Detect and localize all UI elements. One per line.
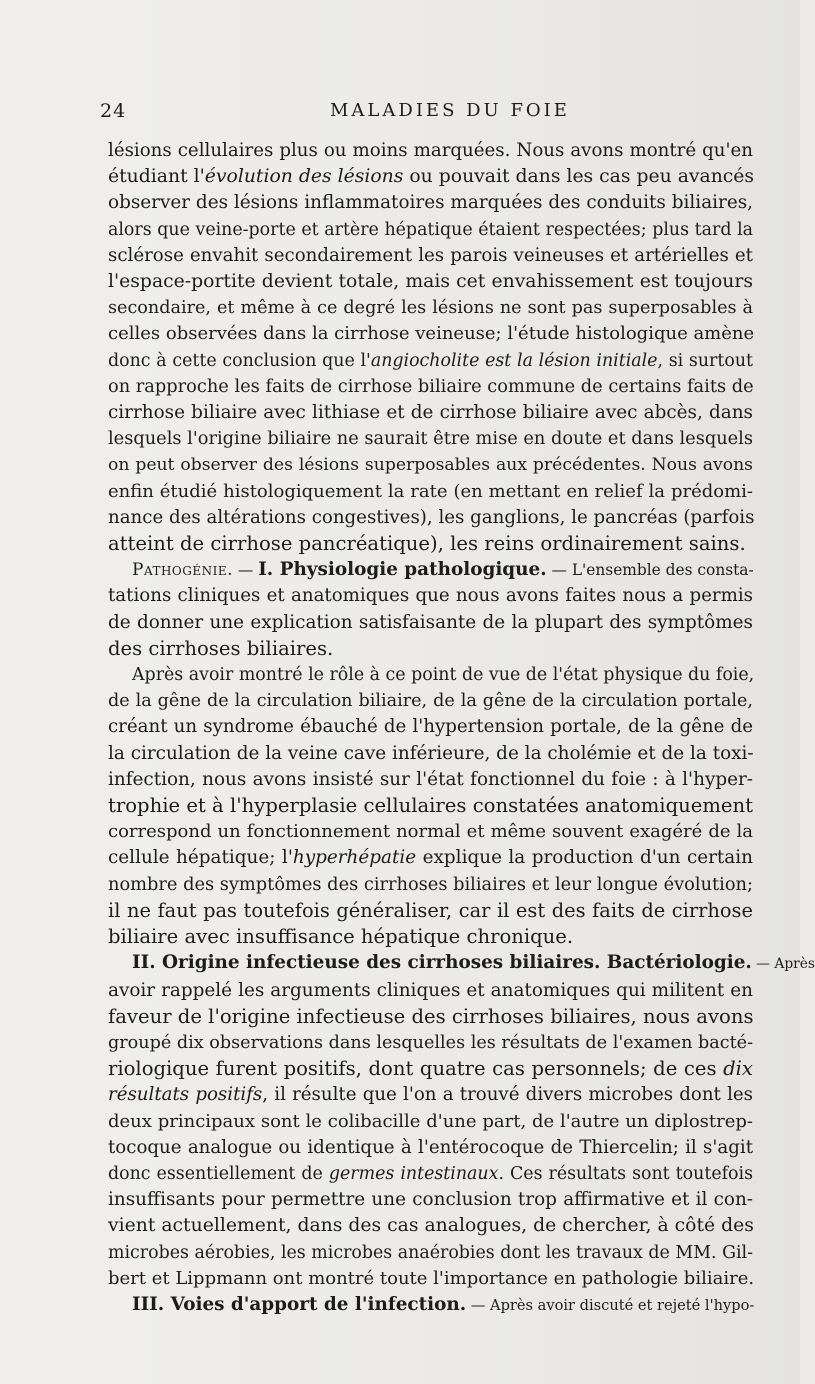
section-heading-line: III. Voies d'apport de l'infection. — Après avoir discuté et rejeté l'hypo- xyxy=(132,1293,755,1315)
text-line: biliaire avec insuffisance hépatique chronique. xyxy=(108,925,574,949)
running-title: MALADIES DU FOIE xyxy=(330,100,570,121)
text-line: étudiant l'évolution des lésions ou pouvait dans les cas peu avancés xyxy=(108,166,755,188)
text-line: lésions cellulaires plus ou moins marquées. Nous avons montré qu'en xyxy=(108,140,753,161)
text-line: nombre des symptômes des cirrhoses biliaires et leur longue évolution; xyxy=(108,873,754,895)
text-line: des cirrhoses biliaires. xyxy=(108,636,334,660)
section-heading-line: Pathogénie. — I. Physiologie pathologique. — L'ensemble des consta- xyxy=(132,559,754,581)
text-line: cirrhose biliaire avec lithiase et de cirrhose biliaire avec abcès, dans xyxy=(108,402,753,424)
text-line: la circulation de la veine cave inférieure, de la cholémie et de la toxi- xyxy=(108,742,754,764)
text-line: atteint de cirrhose pancréatique), les reins ordinairement sains. xyxy=(108,532,746,556)
text-line: de la gêne de la circulation biliaire, de la gêne de la circulation portale, xyxy=(108,691,753,712)
text-line: donc essentiellement de germes intestinaux. Ces résultats sont toutefois xyxy=(108,1163,754,1184)
text-line: infection, nous avons insisté sur l'état fonctionnel du foie : à l'hyper- xyxy=(108,768,753,790)
section-title: III. Voies d'apport de l'infection. xyxy=(132,1293,467,1315)
text-line: l'espace-portite devient totale, mais cet envahissement est toujours xyxy=(108,271,753,293)
text-line: vient actuellement, dans des cas analogues, de chercher, à côté des xyxy=(108,1215,754,1237)
text-line: faveur de l'origine infectieuse des cirrhoses biliaires, nous avons xyxy=(108,1004,754,1028)
text-line: il ne faut pas toutefois généraliser, car il est des faits de cirrhose xyxy=(108,898,753,922)
section-title: II. Origine infectieuse des cirrhoses biliaires. Bactériologie. xyxy=(132,952,752,974)
italic-emphasis: hyperhépatie xyxy=(292,847,417,869)
text-line: lesquels l'origine biliaire ne saurait être mise en doute et dans lesquels xyxy=(108,428,753,450)
section-title: I. Physiologie pathologique. xyxy=(258,559,547,581)
section-label: Pathogénie. xyxy=(132,560,234,581)
text-line: tations cliniques et anatomiques que nous avons faites nous a permis xyxy=(108,585,753,607)
italic-emphasis: angiocholite est la lésion initiale xyxy=(370,350,658,371)
text-line: avoir rappelé les arguments cliniques et anatomiques qui militent en xyxy=(108,979,753,1001)
text-line: on rapproche les faits de cirrhose biliaire commune de certains faits de xyxy=(108,375,754,397)
italic-emphasis: dix xyxy=(723,1057,753,1081)
text-line: riologique furent positifs, dont quatre cas personnels; de ces dix xyxy=(108,1057,753,1081)
text-line: secondaire, et même à ce degré les lésions ne sont pas superposables à xyxy=(108,298,753,319)
text-line: microbes aérobies, les microbes anaérobies dont les travaux de MM. Gil- xyxy=(108,1242,753,1263)
italic-emphasis: germes intestinaux xyxy=(328,1163,499,1184)
text-line: Après avoir montré le rôle à ce point de vue de l'état physique du foie, xyxy=(132,665,755,686)
text-line: de donner une explication satisfaisante de la plupart des symptômes xyxy=(108,611,753,633)
text-line: enfin étudié histologiquement la rate (en mettant en relief la prédomi- xyxy=(108,480,753,502)
italic-emphasis: évolution des lésions xyxy=(204,166,404,188)
text-line: correspond un fonctionnement normal et même souvent exagéré de la xyxy=(108,821,753,843)
text-line: on peut observer des lésions superposables aux précédentes. Nous avons xyxy=(108,455,753,476)
text-line: deux principaux sont le colibacille d'une part, de l'autre un diplostrep- xyxy=(108,1110,753,1132)
body-text xyxy=(108,138,815,1319)
text-line: trophie et à l'hyperplasie cellulaires constatées anatomiquement xyxy=(108,794,753,818)
text-line: résultats positifs, il résulte que l'on a trouvé divers microbes dont les xyxy=(108,1084,753,1106)
page-header xyxy=(100,100,760,128)
text-line: observer des lésions inflammatoires marquées des conduits biliaires, xyxy=(108,192,753,214)
text-line: bert et Lippmann ont montré toute l'importance en pathologie biliaire. xyxy=(108,1267,755,1289)
text-line: insuffisants pour permettre une conclusion trop affirmative et il con- xyxy=(108,1189,753,1211)
text-line: créant un syndrome ébauché de l'hypertension portale, de la gêne de xyxy=(108,716,753,738)
italic-emphasis: résultats positifs xyxy=(108,1084,263,1106)
page-number: 24 xyxy=(100,100,127,122)
text-line: alors que veine-porte et artère hépatique étaient respectées; plus tard la xyxy=(108,219,753,240)
text-line: groupé dix observations dans lesquelles les résultats de l'examen bacté- xyxy=(108,1032,754,1053)
section-heading-line: II. Origine infectieuse des cirrhoses biliaires. Bactériologie. — Après xyxy=(132,952,815,974)
text-line: cellule hépatique; l'hyperhépatie explique la production d'un certain xyxy=(108,847,753,869)
text-line: tocoque analogue ou identique à l'entérocoque de Thiercelin; il s'agit xyxy=(108,1136,753,1158)
text-line: donc à cette conclusion que l'angiocholite est la lésion initiale, si surtout xyxy=(108,350,754,371)
text-line: nance des altérations congestives), les ganglions, le pancréas (parfois xyxy=(108,506,755,528)
text-line: celles observées dans la cirrhose veineuse; l'étude histologique amène xyxy=(108,323,755,345)
text-line: sclérose envahit secondairement les parois veineuses et artérielles et xyxy=(108,244,753,266)
